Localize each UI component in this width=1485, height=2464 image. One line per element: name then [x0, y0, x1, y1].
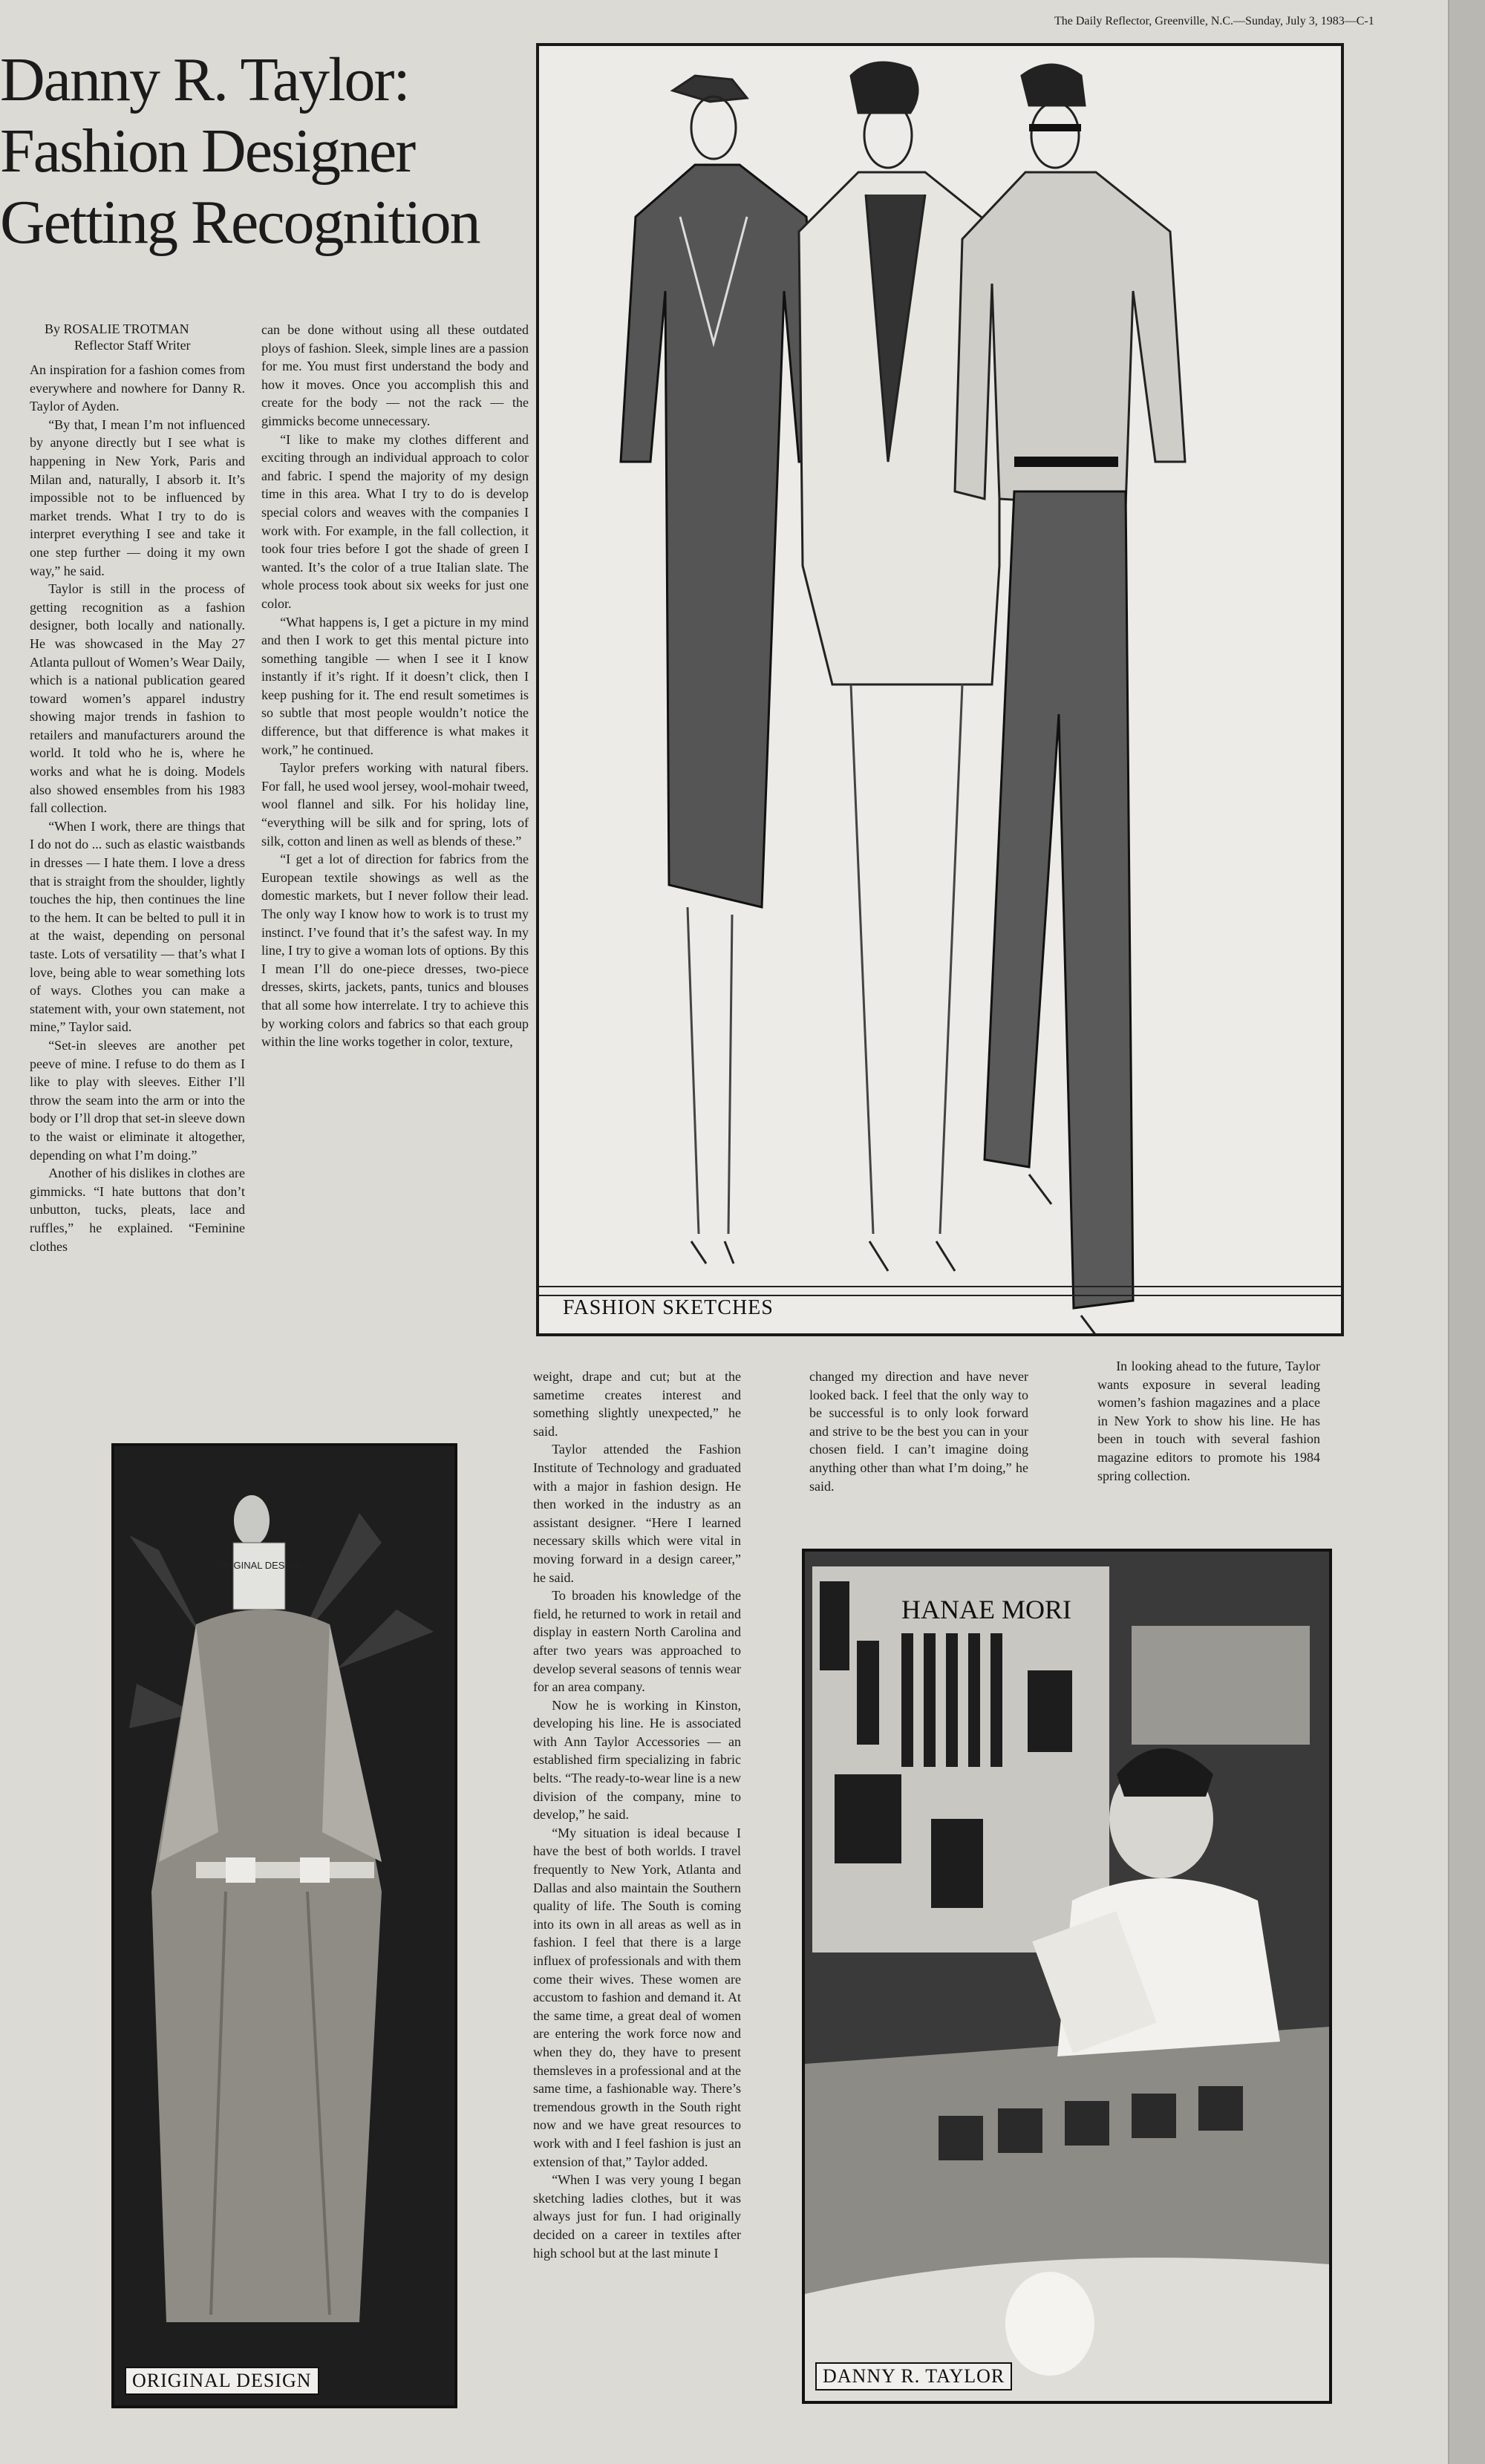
caption-danny-taylor: DANNY R. TAYLOR [815, 2362, 1012, 2391]
paragraph: “By that, I mean I’m not influenced by anyone directly but I see what is happening in New York, Paris and Milan and, naturally, I absorb it. It’s impossible not to be influenced by market trends. What I try to do is interpret everything I see and take it one step further — doing it my own way,” he said. [30, 416, 245, 578]
caption-original-design: ORIGINAL DESIGN [125, 2367, 319, 2395]
paragraph: Taylor is still in the process of getting recognition as a fashion designer, both locally and nationally. He was showcased in the May 27 Atlanta pullout of Women’s Wear Daily, which is a national publication geared toward women’s apparel industry showing major trends in fashion to retailers and manufacturers around the world. It told who he is, where he works and what he is doing. Models also showed ensembles from his 1983 fall collection. [30, 581, 245, 816]
paragraph: Taylor attended the Fashion Institute of Technology and graduated with a major in fashion design. He then worked in the industry as an assistant designer. “Here I learned necessary skills which were vital in moving forward in a design career,” he said. [533, 1442, 741, 1585]
paragraph: In looking ahead to the future, Taylor wants exposure in several leading women’s fashion magazines and a place in New York to show his line. He has been in touch with several fashion magazine editors to promote his 1984 spring collection. [1097, 1359, 1320, 1483]
paragraph: “I like to make my clothes different and exciting through an individual approach to color and fabric. I spend the majority of my design time in this area. What I try to do is develop special colors and weaves with the companies I work with. For example, in the fall collection, it took four tries before I got the shade of green I wanted. It’s the color of a true Italian slate. The whole process took about six weeks for just one color. [261, 431, 529, 611]
paragraph: To broaden his knowledge of the field, he returned to work in retail and display in eastern North Carolina and after two years was approached to develop several seasons of tennis wear for an area company. [533, 1588, 741, 1695]
paragraph: Taylor prefers working with natural fibers. For fall, he used wool jersey, wool-mohair tweed, wool flannel and silk. For his holiday line, “everything will be silk and for spring, lots of silk, cotton and linen as well as blends of these.” [261, 760, 529, 849]
byline [45, 321, 191, 353]
article-column-2 [261, 321, 529, 1412]
paragraph: can be done without using all these outdated ploys of fashion. Sleek, simple lines are a passion for me. You must first understand the body and how it moves. Once you accomplish this and create for the body — not the rack — the gimmicks become unnecessary. [261, 322, 529, 428]
original-design-photo [111, 1443, 457, 2408]
headline [0, 45, 512, 258]
headline-line-3: Getting Recognition [0, 188, 480, 257]
original-design-image [114, 1446, 454, 2405]
paragraph: “My situation is ideal because I have the best of both worlds. I travel frequently to New York, Atlanta and Dallas and also maintain the Southern quality of life. The South is coming into its own in all areas as well as in fashion. I feel that there is a large influex of professionals and with them come their wives. These women are accustom to fashion and demand it. At the same time, a great deal of women are entering the work force now and when they do, they have to present themsleves in a professional and at the same time, a fashionable way. There’s tremendous growth in the South right now and we have great resources to work with and I feel fashion is just an extension of that,” Taylor added. [533, 1825, 741, 2169]
paragraph: changed my direction and have never looked back. I feel that the only way to be successful is to only look forward and strive to be the best you can in your chosen field. I can’t imagine doing anything other than what I’m doing,” he said. [809, 1369, 1028, 1494]
paragraph: “Set-in sleeves are another pet peeve of mine. I refuse to do them as I like to play with sleeves. Either I’ll throw the seam into the arm or into the body or I’ll drop that set-in sleeve down to the waist or eliminate it altogether, depending on what I’m doing.” [30, 1037, 245, 1163]
paragraph: An inspiration for a fashion comes from everywhere and nowhere for Danny R. Taylor of Ayden. [30, 362, 245, 414]
danny-taylor-image [805, 1552, 1329, 2401]
article-column-1 [30, 361, 245, 1415]
headline-line-1: Danny R. Taylor: [0, 45, 409, 114]
poster-text: HANAE MORI [901, 1595, 1071, 1624]
headline-line-2: Fashion Designer [0, 117, 415, 186]
paragraph: weight, drape and cut; but at the sametime creates interest and something slightly unexpected,” he said. [533, 1369, 741, 1439]
paragraph: “When I work, there are things that I do not do ... such as elastic waistbands in dresses — I hate them. I love a dress that is straight from the shoulder, lightly touches the hip, then continues the line to the hem. It can be belted to pull it in at the waist, depending on personal taste. Lots of versatility — that’s what I love, being able to wear something lots of ways. Clothes you can make a statement with, your own statement, not mine,” Taylor said. [30, 818, 245, 1035]
byline-title: Reflector Staff Writer [74, 338, 191, 353]
paragraph: “When I was very young I began sketching ladies clothes, but it was always just for fun. I had originally decided on a career in textiles after high school but at the last minute I [533, 2172, 741, 2261]
fashion-sketches-drawing [539, 46, 1341, 1333]
fashion-sketches-figure [536, 43, 1344, 1336]
paragraph: Now he is working in Kinston, developing his line. He is associated with Ann Taylor Accessories — an established firm specializing in fabric belts. “The ready-to-wear line is a new division of the company, mine to develop,” he said. [533, 1697, 741, 1823]
article-column-5 [1097, 1357, 1320, 1506]
masthead: The Daily Reflector, Greenville, N.C.—Sunday, July 3, 1983—C-1 [1054, 15, 1374, 27]
mannequin-tag-text: ORIGINAL DESIGN [216, 1560, 302, 1571]
danny-taylor-photo [802, 1549, 1332, 2404]
caption-fashion-sketches: FASHION SKETCHES [563, 1296, 774, 1319]
paragraph: Another of his dislikes in clothes are gimmicks. “I hate buttons that don’t unbutton, tucks, pleats, lace and ruffles,” he explained. “Feminine clothes [30, 1166, 245, 1254]
byline-author: By ROSALIE TROTMAN [45, 321, 189, 336]
paragraph: “What happens is, I get a picture in my mind and then I work to get this mental picture into something tangible — when I see it I know instantly if it’s right. If it doesn’t click, then I keep pushing for it. The end result sometimes is so subtle that most people wouldn’t notice the difference, but that difference is what makes it work,” he continued. [261, 614, 529, 757]
page-gutter [1448, 0, 1485, 2464]
paragraph: “I get a lot of direction for fabrics from the European textile showings as well as the domestic markets, but I never follow their lead. The only way I know how to work is to trust my instinct. I’ve found that it’s the safest way. In my line, I try to give a woman lots of options. By this I mean I’ll do one-piece dresses, two-piece dresses, skirts, jackets, pants, tunics and blouses that all some how interrelate. I try to achieve this by working colors and fabrics so that each group within the line works together in color, texture, [261, 852, 529, 1050]
article-column-4 [809, 1367, 1028, 1520]
article-column-3 [533, 1367, 741, 2437]
